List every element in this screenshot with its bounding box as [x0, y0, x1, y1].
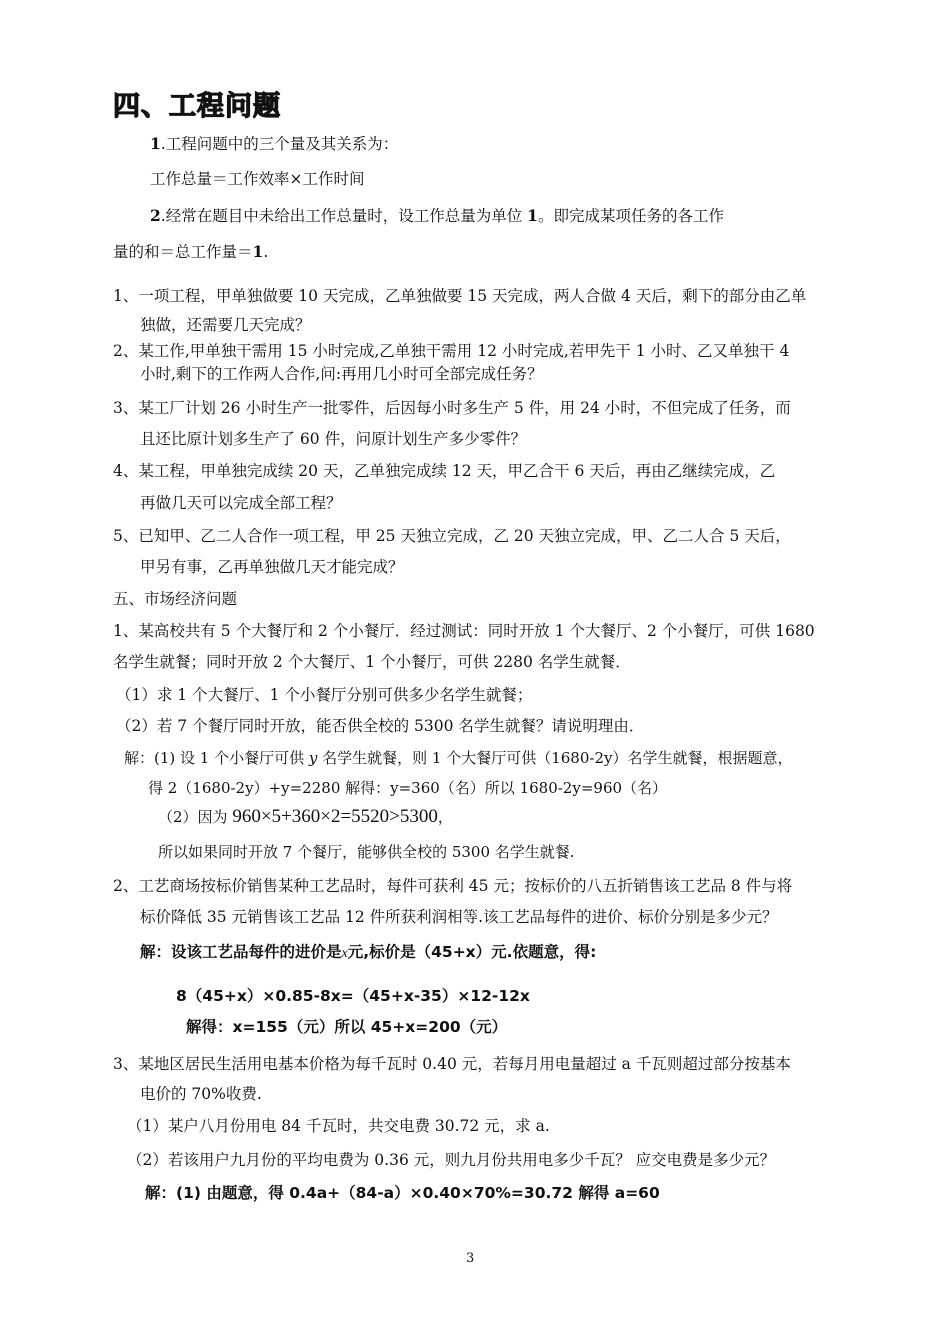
solution-text: （2）因为: [158, 808, 233, 826]
intro-point-2-cont: [113, 242, 268, 262]
variable-y: y: [308, 749, 318, 767]
solution-text: 元,标价是（45+x）元.依题意，得:: [347, 943, 597, 961]
market-problem-2: 2、工艺商场按标价销售某种工艺品时，每件可获利 45 元；按标价的八五折销售该工艺品 8 件与将: [113, 877, 793, 895]
solution-1-line-3: [158, 806, 453, 828]
solution-2-line-3: 解得：x=155（元）所以 45+x=200（元）: [186, 1018, 508, 1036]
market-question-3-2: （2）若该用户九月份的平均电费为 0.36 元，则九月份共用电多少千瓦？ 应交电费是多少元？: [127, 1151, 776, 1169]
eng-problem-5-cont: 甲另有事，乙再单独做几天才能完成？: [140, 558, 404, 576]
point-text: .工程问题中的三个量及其关系为：: [160, 135, 399, 153]
section-heading-engineering: 四、工程问题: [113, 91, 281, 122]
point-number: 1: [150, 134, 161, 153]
solution-text: ，: [437, 808, 453, 826]
market-question-2: （2）若 7 个餐厅同时开放，能否供全校的 5300 名学生就餐？请说明理由．: [116, 717, 645, 735]
eng-problem-3-cont: 且还比原计划多生产了 60 件，问原计划生产多少零件？: [140, 430, 527, 448]
unit-one: 1: [527, 206, 538, 225]
market-question-3-1: （1）某户八月份用电 84 千瓦时，共交电费 30.72 元，求 a.: [127, 1117, 550, 1135]
point-text: .: [263, 243, 269, 261]
solution-1-line-2: 得 2（1680-2y）+y=2280 解得：y=360（名）所以 1680-2y=960（名）: [148, 779, 668, 797]
page-number: 3: [466, 1251, 475, 1266]
solution-2-line-2: 8（45+x）×0.85-8x=（45+x-35）×12-12x: [176, 987, 530, 1005]
eng-problem-1-cont: 独做，还需要几天完成？: [140, 316, 311, 334]
market-question-1: （1）求 1 个大餐厅、1 个小餐厅分别可供多少名学生就餐；: [116, 686, 533, 704]
eng-problem-4-cont: 再做几天可以完成全部工程？: [140, 494, 342, 512]
eng-problem-5: 5、已知甲、乙二人合作一项工程，甲 25 天独立完成，乙 20 天独立完成，甲、乙二人合 5 天后，: [113, 527, 791, 545]
point-text: .经常在题目中未给出工作总量时，设工作总量为单位: [160, 207, 528, 225]
unit-one: 1: [252, 242, 264, 261]
point-number: 2: [150, 206, 161, 225]
eng-problem-2: 2、某工作,甲单独干需用 15 小时完成,乙单独干需用 12 小时完成,若甲先干 1 小时、乙又单独干 4: [113, 342, 790, 360]
formula-line: 工作总量＝工作效率×工作时间: [150, 170, 365, 188]
market-problem-2-cont: 标价降低 35 元销售该工艺品 12 件所获利润相等.该工艺品每件的进价、标价分别是多少元？: [140, 908, 778, 926]
intro-point-2: [150, 206, 724, 226]
market-problem-1-cont: 名学生就餐；同时开放 2 个大餐厅、1 个小餐厅，可供 2280 名学生就餐．: [113, 653, 631, 671]
solution-3-line-1: 解：(1) 由题意，得 0.4a+（84-a）×0.40×70%=30.72 解得 a=60: [145, 1184, 660, 1202]
section-heading-market: 五、市场经济问题: [113, 590, 238, 608]
market-problem-1: 1、某高校共有 5 个大餐厅和 2 个小餐厅．经过测试：同时开放 1 个大餐厅、2 个小餐厅，可供 1680: [113, 622, 815, 640]
eng-problem-4: 4、某工程，甲单独完成续 20 天，乙单独完成续 12 天，甲乙合干 6 天后，再由乙继续完成，乙: [113, 462, 776, 480]
solution-2-line-1: [140, 942, 596, 964]
market-problem-3: 3、某地区居民生活用电基本价格为每千瓦时 0.40 元，若每月用电量超过 a 千瓦则超过部分按基本: [113, 1055, 791, 1073]
solution-text: 解：设该工艺品每件的进价是: [140, 943, 342, 961]
solution-1-line-1: [124, 748, 792, 768]
eng-problem-3: 3、某工厂计划 26 小时生产一批零件，后因每小时多生产 5 件，用 24 小时，不但完成了任务，而: [113, 399, 791, 417]
market-problem-3-cont: 电价的 70%收费.: [140, 1085, 262, 1103]
eng-problem-1: 1、一项工程，甲单独做要 10 天完成，乙单独做要 15 天完成，两人合做 4 天后，剩下的部分由乙单: [113, 287, 807, 305]
point-text: 。即完成某项任务的各工作: [537, 207, 724, 225]
intro-point-1: [150, 134, 398, 154]
variable-x: x: [341, 946, 348, 961]
math-expression: 960×5+360×2=5520>5300: [232, 806, 438, 827]
solution-text: 解：(1) 设 1 个小餐厅可供: [124, 749, 309, 767]
solution-text: 名学生就餐，则 1 个大餐厅可供（1680-2y）名学生就餐，根据题意，: [317, 749, 793, 767]
eng-problem-2-cont: 小时,剩下的工作两人合作,问:再用几小时可全部完成任务？: [140, 365, 543, 383]
point-text: 量的和＝总工作量＝: [113, 243, 253, 261]
solution-1-line-4: 所以如果同时开放 7 个餐厅，能够供全校的 5300 名学生就餐.: [158, 843, 575, 861]
